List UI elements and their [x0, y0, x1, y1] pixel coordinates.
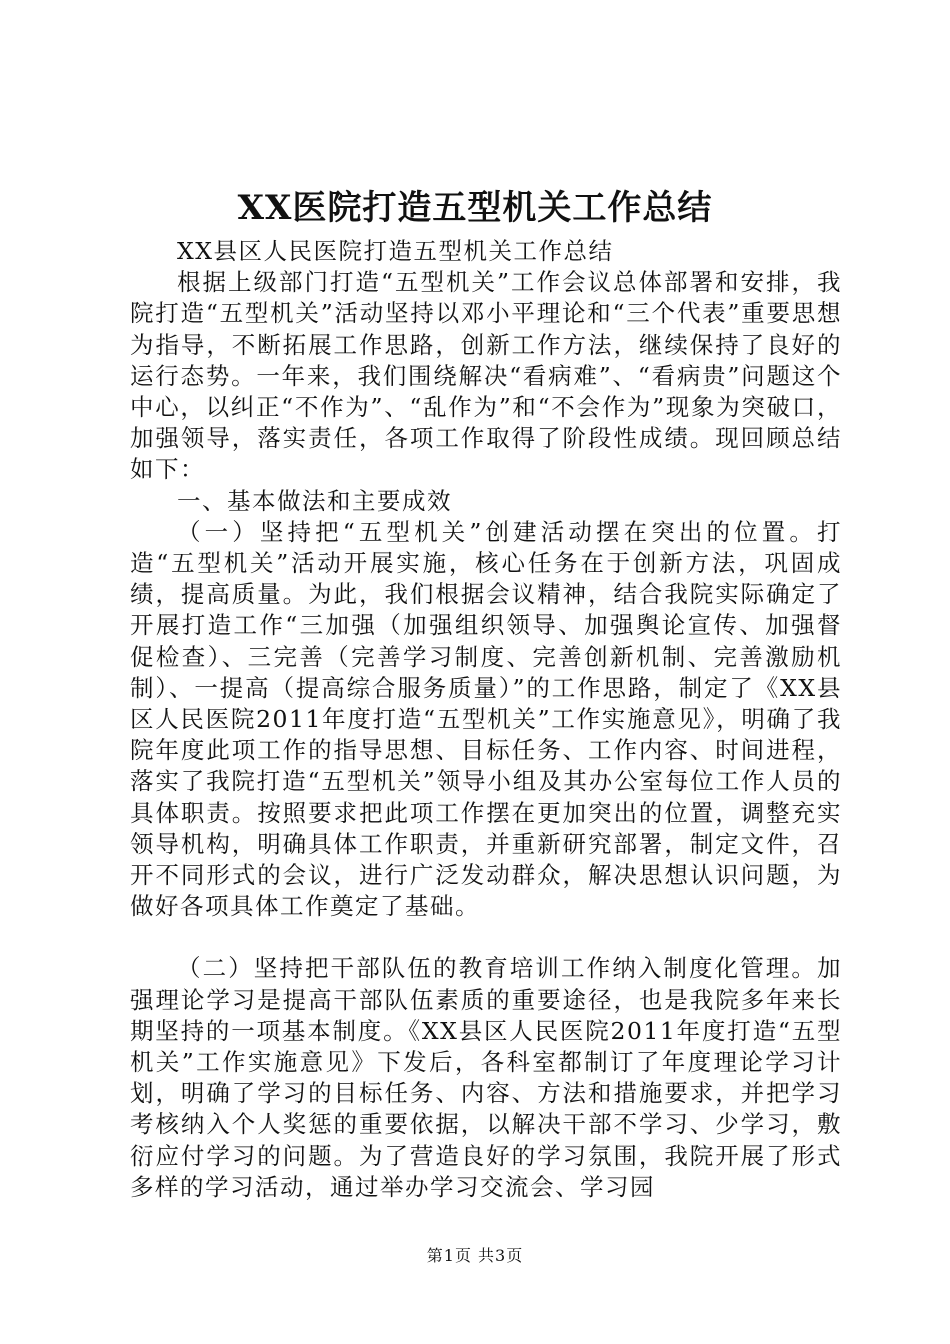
document-subtitle: XX县区人民医院打造五型机关工作总结 [177, 237, 614, 265]
section-heading: 一、基本做法和主要成效 [177, 486, 452, 515]
document-title: XX医院打造五型机关工作总结 [237, 188, 713, 228]
paragraph-intro: 根据上级部门打造“五型机关”工作会议总体部署和安排，我院打造“五型机关”活动坚持以邓小平理论和“三个代表”重要思想为指导，不断拓展工作思路，创新工作方法，继续保持了良好的运行态势。一年来，我们围绕解决“看病难”、“看病贵”问题这个中心，以纠正“不作为”、“乱作为”和“不会作为”现象为突破口，加强领导，落实责任，各项工作取得了阶段性成绩。现回顾总结如下： [130, 268, 842, 484]
paragraph-section-2: （二）坚持把干部队伍的教育培训工作纳入制度化管理。加强理论学习是提高干部队伍素质的重要途径，也是我院多年来长期坚持的一项基本制度。《XX县区人民医院2011年度打造“五型机关”工作实施意见》下发后，各科室都制订了年度理论学习计划，明确了学习的目标任务、内容、方法和措施要求，并把学习考核纳入个人奖惩的重要依据，以解决干部不学习、少学习，敷衍应付学习的问题。为了营造良好的学习氛围，我院开展了形式多样的学习活动，通过举办学习交流会、学习园 [130, 954, 842, 1201]
document-body [130, 236, 842, 1203]
page-footer: 第1页 共3页 [426, 1246, 524, 1265]
paragraph-section-1: （一）坚持把“五型机关”创建活动摆在突出的位置。打造“五型机关”活动开展实施，核心任务在于创新方法，巩固成绩，提高质量。为此，我们根据会议精神，结合我院实际确定了开展打造工作“三加强（加强组织领导、加强舆论宣传、加强督促检查）、三完善（完善学习制度、完善创新机制、完善激励机制）、一提高（提高综合服务质量）”的工作思路，制定了《XX县区人民医院2011年度打造“五型机关”工作实施意见》，明确了我院年度此项工作的指导思想、目标任务、工作内容、时间进程，落实了我院打造“五型机关”领导小组及其办公室每位工作人员的具体职责。按照要求把此项工作摆在更加突出的位置，调整充实领导机构，明确具体工作职责，并重新研究部署，制定文件，召开不同形式的会议，进行广泛发动群众，解决思想认识问题，为做好各项具体工作奠定了基础。 [130, 517, 842, 921]
